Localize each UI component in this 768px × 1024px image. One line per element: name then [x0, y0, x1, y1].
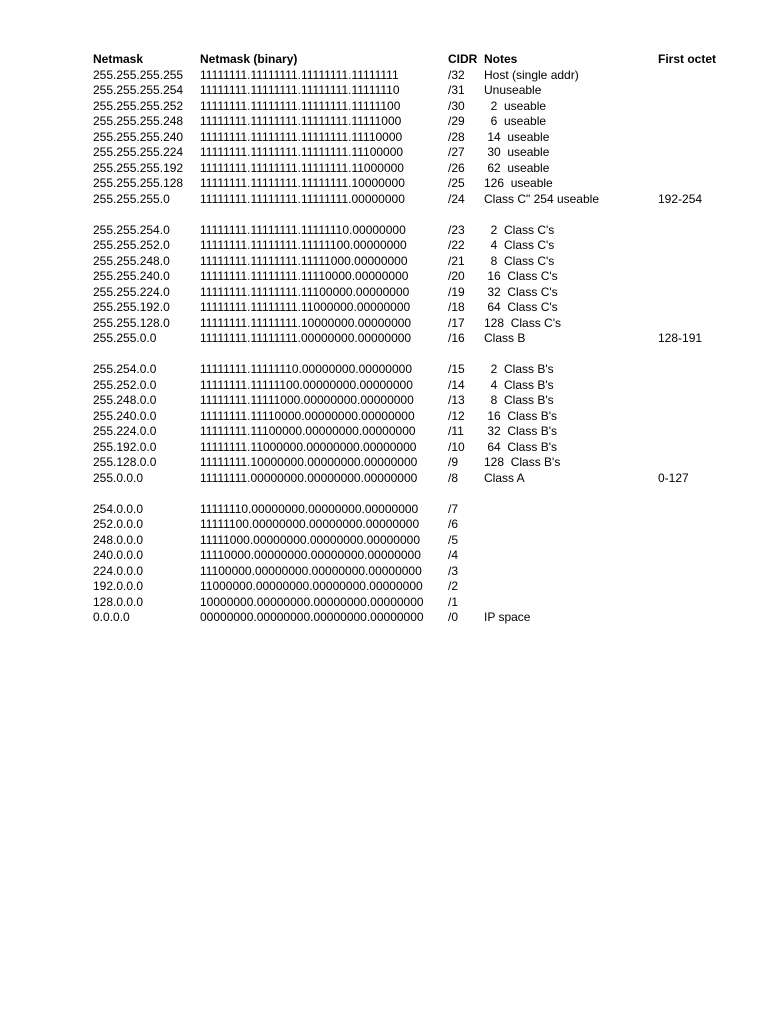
table-row — [93, 161, 738, 177]
cell-netmask: 255.255.224.0 — [93, 284, 170, 299]
cell-notes — [484, 548, 658, 564]
table-row — [93, 595, 738, 611]
cell-first-octet — [658, 440, 738, 456]
cell-cidr: /28 — [448, 129, 465, 144]
cell-netmask-binary: 11111111.11111110.00000000.00000000 — [200, 362, 412, 376]
table-row — [93, 254, 738, 270]
cell-netmask-binary — [200, 347, 448, 363]
cell-first-octet — [658, 533, 738, 549]
cell-notes: Class A — [484, 470, 525, 485]
cell-netmask: 255.255.255.128 — [93, 176, 184, 190]
cell-cidr: /32 — [448, 67, 465, 82]
cell-netmask: 240.0.0.0 — [93, 548, 144, 562]
cell-netmask: 255.255.255.0 — [93, 191, 170, 206]
cell-netmask: 255.255.128.0 — [93, 315, 170, 330]
cell-notes — [484, 207, 658, 223]
cell-first-octet — [658, 316, 738, 332]
cell-netmask-binary — [200, 207, 448, 223]
cell-cidr: /0 — [448, 610, 459, 624]
cell-notes: 8 Class B's — [484, 393, 554, 407]
cell-netmask-binary: 11111111.11111111.11111111.11111110 — [200, 83, 400, 97]
cell-netmask: 255.192.0.0 — [93, 439, 157, 454]
table-row — [93, 114, 738, 130]
cell-netmask-binary: 11110000.00000000.00000000.00000000 — [200, 548, 421, 562]
cell-first-octet — [658, 269, 738, 285]
cell-netmask-binary: 11111111.11111111.11111111.11110000 — [200, 129, 403, 144]
cell-netmask: 255.255.240.0 — [93, 269, 170, 283]
cell-notes: 6 useable — [484, 114, 547, 128]
table-row — [93, 440, 738, 456]
cell-first-octet — [658, 99, 738, 115]
cell-netmask: 255.248.0.0 — [93, 393, 157, 407]
cell-first-octet — [658, 455, 738, 471]
cell-first-octet — [658, 176, 738, 192]
cell-netmask: 255.0.0.0 — [93, 470, 144, 485]
cell-netmask: 255.255.255.252 — [93, 98, 184, 113]
table-row — [93, 145, 738, 161]
cell-netmask — [93, 347, 200, 363]
table-row — [93, 517, 738, 533]
cell-notes: 128 Class B's — [484, 455, 561, 469]
cell-cidr: /14 — [448, 377, 465, 392]
cell-notes: 16 Class B's — [484, 408, 557, 423]
cell-first-octet — [658, 548, 738, 564]
cell-netmask-binary: 11111111.11000000.00000000.00000000 — [200, 439, 417, 454]
cell-notes — [484, 533, 658, 549]
cell-netmask: 255.255.255.255 — [93, 67, 184, 82]
cell-netmask-binary: 10000000.00000000.00000000.00000000 — [200, 594, 424, 609]
cell-netmask: 255.252.0.0 — [93, 377, 157, 392]
table-row — [93, 378, 738, 394]
cell-cidr: /11 — [448, 424, 464, 438]
cell-first-octet — [658, 579, 738, 595]
cell-netmask-binary: 11111111.11111111.11111110.00000000 — [200, 222, 406, 237]
cell-netmask: 248.0.0.0 — [93, 532, 144, 547]
cell-cidr: /3 — [448, 563, 459, 578]
cell-netmask: 255.255.0.0 — [93, 331, 157, 345]
table-row — [93, 99, 738, 115]
cell-notes: Class C" 254 useable — [484, 191, 599, 206]
cell-cidr — [448, 347, 484, 363]
cell-netmask-binary: 00000000.00000000.00000000.00000000 — [200, 610, 424, 624]
cell-netmask-binary — [200, 486, 448, 502]
cell-netmask — [93, 486, 200, 502]
cell-cidr: /23 — [448, 222, 465, 237]
cell-first-octet — [658, 161, 738, 177]
cell-first-octet — [658, 130, 738, 146]
cell-notes: 2 useable — [484, 98, 547, 113]
cell-notes: 128 Class C's — [484, 315, 561, 330]
cell-netmask: 255.255.255.224 — [93, 145, 184, 159]
cell-first-octet — [658, 393, 738, 409]
cell-netmask-binary: 11111111.11111111.11110000.00000000 — [200, 269, 409, 283]
cell-netmask: 128.0.0.0 — [93, 594, 144, 609]
table-row — [93, 533, 738, 549]
table-row — [93, 610, 738, 626]
header-first-octet: First octet — [658, 52, 717, 66]
cell-netmask-binary: 11111111.11111111.11111100.00000000 — [200, 238, 407, 252]
cell-cidr: /17 — [448, 315, 465, 330]
cell-notes — [484, 564, 658, 580]
header-netmask-binary: Netmask (binary) — [200, 52, 298, 66]
cell-cidr — [448, 207, 484, 223]
cell-notes: 4 Class B's — [484, 377, 554, 392]
cell-first-octet — [658, 564, 738, 580]
cell-netmask: 192.0.0.0 — [93, 579, 144, 593]
cell-netmask: 255.240.0.0 — [93, 408, 157, 423]
netmask-sheet — [93, 52, 738, 626]
table-row — [93, 331, 738, 347]
cell-netmask-binary: 11111111.11111111.11100000.00000000 — [200, 284, 410, 299]
header-row — [93, 52, 738, 68]
cell-notes — [484, 595, 658, 611]
cell-notes: Class B — [484, 331, 526, 345]
blank-row — [93, 207, 738, 223]
cell-netmask-binary: 11100000.00000000.00000000.00000000 — [200, 563, 422, 578]
table-row — [93, 285, 738, 301]
cell-notes: 8 Class C's — [484, 253, 555, 268]
cell-first-octet — [658, 254, 738, 270]
cell-notes: 64 Class B's — [484, 439, 557, 454]
cell-cidr: /13 — [448, 393, 465, 407]
cell-cidr: /10 — [448, 439, 465, 454]
cell-notes — [484, 517, 658, 533]
cell-notes: 32 Class B's — [484, 424, 557, 438]
cell-first-octet — [658, 347, 738, 363]
cell-cidr: /9 — [448, 455, 459, 469]
cell-netmask-binary: 11111111.11111111.11111111.00000000 — [200, 191, 405, 206]
cell-notes: 64 Class C's — [484, 300, 558, 314]
table-body — [93, 68, 738, 626]
cell-notes: 16 Class C's — [484, 269, 558, 283]
table-row — [93, 455, 738, 471]
cell-netmask-binary: 11111111.11110000.00000000.00000000 — [200, 408, 415, 423]
cell-netmask: 255.255.255.254 — [93, 83, 184, 97]
cell-first-octet — [658, 517, 738, 533]
cell-cidr: /2 — [448, 579, 459, 593]
table-row — [93, 176, 738, 192]
cell-netmask — [93, 207, 200, 223]
cell-first-octet — [658, 285, 738, 301]
cell-cidr: /4 — [448, 548, 459, 562]
cell-first-octet — [658, 145, 738, 161]
cell-notes — [484, 502, 658, 518]
cell-notes: 62 useable — [484, 160, 550, 175]
table-row — [93, 393, 738, 409]
cell-notes: 126 useable — [484, 176, 553, 190]
cell-netmask-binary: 11111000.00000000.00000000.00000000 — [200, 532, 421, 547]
cell-cidr: /27 — [448, 145, 465, 159]
cell-netmask-binary: 11111111.11111111.11111111.11111000 — [200, 114, 402, 128]
cell-cidr: /24 — [448, 191, 465, 206]
cell-first-octet — [658, 207, 738, 223]
cell-cidr: /12 — [448, 408, 465, 423]
cell-cidr: /19 — [448, 284, 465, 299]
cell-first-octet: 192-254 — [658, 191, 703, 206]
table-row — [93, 300, 738, 316]
header-netmask: Netmask — [93, 52, 144, 66]
cell-first-octet — [658, 610, 738, 626]
cell-netmask-binary: 11111111.11100000.00000000.00000000 — [200, 424, 416, 438]
table-row — [93, 192, 738, 208]
cell-cidr: /29 — [448, 114, 465, 128]
cell-netmask: 254.0.0.0 — [93, 501, 144, 516]
cell-netmask-binary: 11111110.00000000.00000000.00000000 — [200, 501, 419, 516]
cell-cidr: /16 — [448, 331, 465, 345]
table-row — [93, 471, 738, 487]
cell-notes — [484, 347, 658, 363]
cell-cidr: /30 — [448, 98, 465, 113]
cell-first-octet — [658, 223, 738, 239]
cell-netmask: 252.0.0.0 — [93, 517, 144, 531]
cell-netmask-binary: 11000000.00000000.00000000.00000000 — [200, 579, 423, 593]
cell-netmask: 255.224.0.0 — [93, 424, 157, 438]
cell-notes — [484, 579, 658, 595]
cell-netmask-binary: 11111111.11111111.11111111.11000000 — [200, 160, 404, 175]
cell-cidr: /22 — [448, 238, 465, 252]
cell-netmask-binary: 11111111.11111100.00000000.00000000 — [200, 377, 413, 392]
table-row — [93, 548, 738, 564]
blank-row — [93, 486, 738, 502]
table-row — [93, 238, 738, 254]
cell-netmask: 255.254.0.0 — [93, 362, 157, 376]
cell-cidr: /18 — [448, 300, 465, 314]
cell-netmask-binary: 11111100.00000000.00000000.00000000 — [200, 517, 420, 531]
cell-cidr: /26 — [448, 160, 465, 175]
cell-netmask: 255.255.248.0 — [93, 253, 170, 268]
cell-cidr: /21 — [448, 253, 465, 268]
table-row — [93, 316, 738, 332]
table-row — [93, 269, 738, 285]
cell-netmask: 255.255.192.0 — [93, 300, 170, 314]
table-row — [93, 223, 738, 239]
cell-netmask-binary: 11111111.11111111.10000000.00000000 — [200, 315, 412, 330]
cell-netmask-binary: 11111111.11111111.11111111.11111100 — [200, 98, 401, 113]
cell-netmask: 255.255.255.240 — [93, 129, 184, 144]
cell-notes: 14 useable — [484, 129, 550, 144]
cell-cidr: /20 — [448, 269, 465, 283]
header-cidr: CIDR — [448, 52, 478, 66]
cell-cidr: /25 — [448, 176, 465, 190]
cell-cidr: /31 — [448, 83, 465, 97]
cell-first-octet — [658, 83, 738, 99]
table-row — [93, 579, 738, 595]
cell-netmask-binary: 11111111.11111000.00000000.00000000 — [200, 393, 414, 407]
cell-netmask-binary: 11111111.11111111.11111111.10000000 — [200, 176, 405, 190]
table-row — [93, 83, 738, 99]
cell-cidr: /5 — [448, 532, 459, 547]
cell-notes: 32 Class C's — [484, 284, 558, 299]
cell-first-octet — [658, 68, 738, 84]
cell-notes: Host (single addr) — [484, 67, 579, 82]
cell-netmask-binary: 11111111.11111111.11000000.00000000 — [200, 300, 411, 314]
table-row — [93, 362, 738, 378]
cell-first-octet: 0-127 — [658, 470, 689, 485]
table-row — [93, 564, 738, 580]
cell-first-octet — [658, 424, 738, 440]
cell-netmask: 255.255.252.0 — [93, 238, 170, 252]
cell-netmask-binary: 11111111.11111111.11111000.00000000 — [200, 253, 408, 268]
cell-netmask: 224.0.0.0 — [93, 563, 144, 578]
cell-first-octet — [658, 502, 738, 518]
cell-cidr: /6 — [448, 517, 459, 531]
cell-notes: 2 Class B's — [484, 362, 554, 376]
cell-netmask-binary: 11111111.11111111.11111111.11111111 — [200, 67, 399, 82]
cell-netmask: 0.0.0.0 — [93, 610, 130, 624]
header-notes: Notes — [484, 52, 518, 66]
cell-netmask-binary: 11111111.00000000.00000000.00000000 — [200, 470, 418, 485]
cell-cidr: /8 — [448, 470, 459, 485]
table-row — [93, 409, 738, 425]
cell-notes: Unuseable — [484, 83, 542, 97]
table-row — [93, 68, 738, 84]
table-row — [93, 424, 738, 440]
blank-row — [93, 347, 738, 363]
cell-notes: 2 Class C's — [484, 222, 555, 237]
cell-first-octet — [658, 362, 738, 378]
table-row — [93, 130, 738, 146]
cell-first-octet — [658, 300, 738, 316]
netmask-table — [93, 52, 738, 626]
cell-first-octet — [658, 238, 738, 254]
cell-first-octet — [658, 486, 738, 502]
cell-netmask: 255.255.254.0 — [93, 222, 170, 237]
cell-netmask-binary: 11111111.11111111.00000000.00000000 — [200, 331, 412, 345]
cell-netmask: 255.255.255.192 — [93, 160, 184, 175]
cell-netmask: 255.255.255.248 — [93, 114, 184, 128]
cell-first-octet — [658, 409, 738, 425]
cell-cidr: /15 — [448, 362, 465, 376]
table-row — [93, 502, 738, 518]
cell-cidr: /1 — [448, 594, 459, 609]
cell-notes: IP space — [484, 610, 531, 624]
cell-netmask-binary: 11111111.11111111.11111111.11100000 — [200, 145, 404, 159]
cell-notes: 30 useable — [484, 145, 550, 159]
cell-cidr: /7 — [448, 501, 459, 516]
cell-first-octet: 128-191 — [658, 331, 703, 345]
cell-notes: 4 Class C's — [484, 238, 555, 252]
cell-netmask: 255.128.0.0 — [93, 455, 157, 469]
cell-first-octet — [658, 378, 738, 394]
cell-cidr — [448, 486, 484, 502]
cell-first-octet — [658, 114, 738, 130]
cell-netmask-binary: 11111111.10000000.00000000.00000000 — [200, 455, 418, 469]
cell-notes — [484, 486, 658, 502]
cell-first-octet — [658, 595, 738, 611]
